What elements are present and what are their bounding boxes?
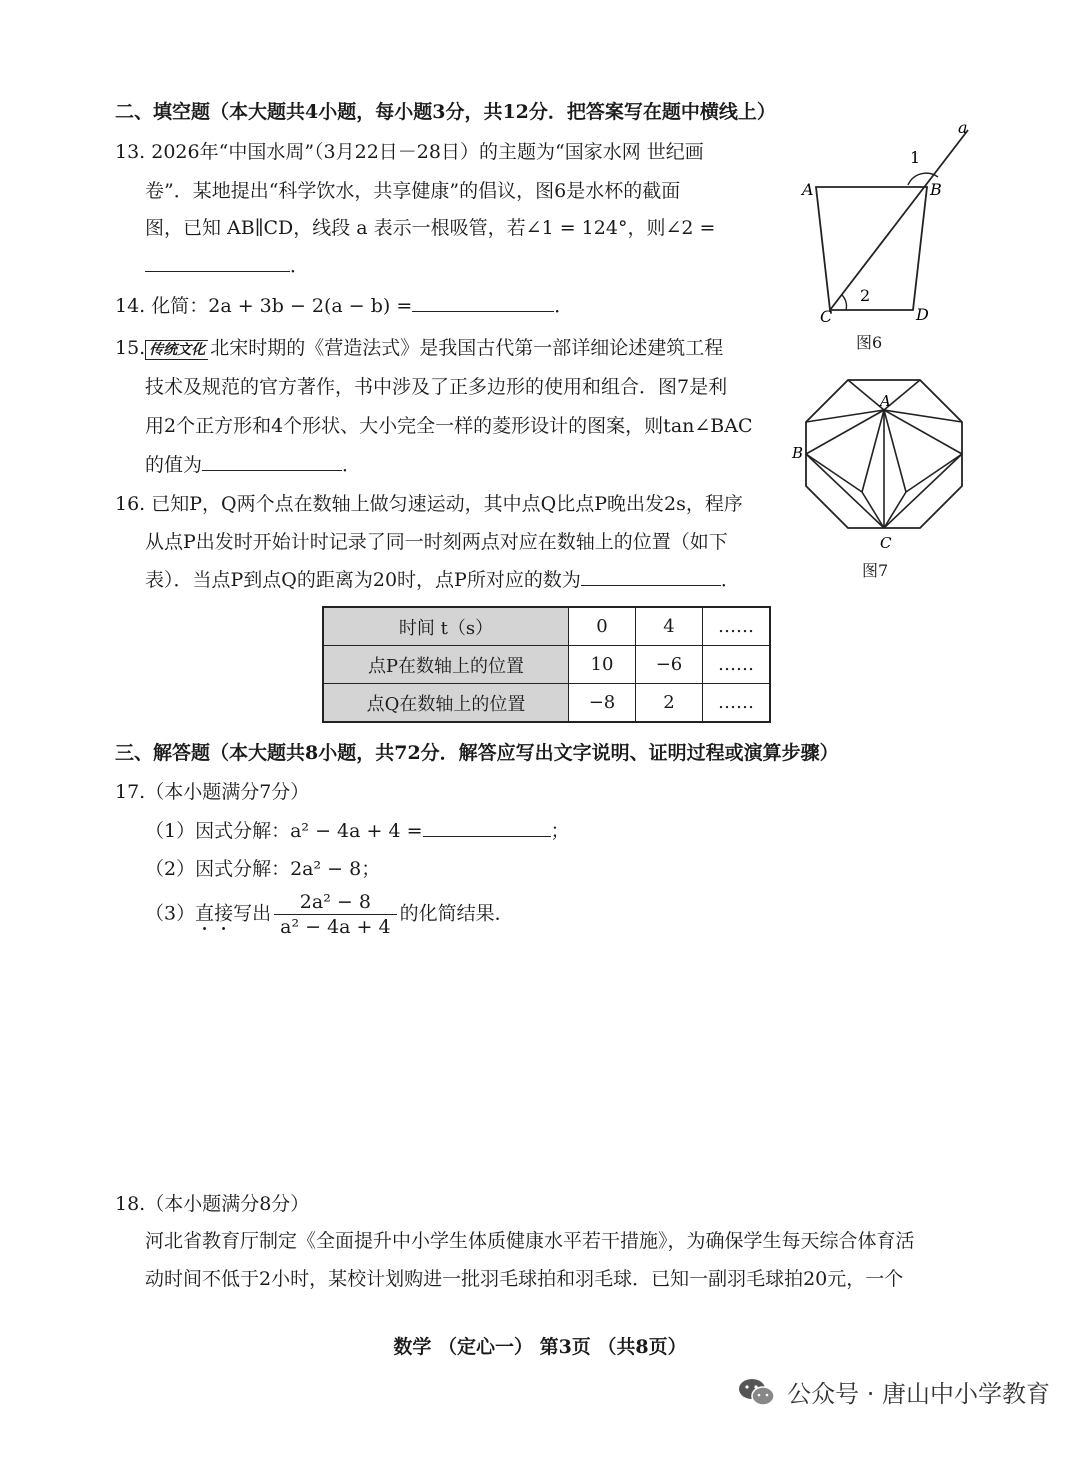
q16-line-1: 16. 已知P，Q两个点在数轴上做匀速运动，其中点Q比点P晚出发2s，程序: [115, 493, 743, 515]
q15-line-4-suffix: ．: [342, 454, 362, 476]
q13-answer-blank[interactable]: [145, 253, 290, 272]
q17-fraction-denominator: a² − 4a + 4: [280, 916, 391, 938]
q16-line-3: [145, 566, 740, 594]
label-angle-2: 2: [860, 286, 871, 305]
q14-line: [115, 292, 573, 320]
q13-line-1: 13. 2026年“中国水周”（3月22日－28日）的主题为“国家水网 世纪画: [115, 141, 704, 163]
q16-line-3-suffix: ．: [720, 569, 740, 591]
table-cell: 0: [569, 607, 636, 646]
q18-line-2: 动时间不低于2小时，某校计划购进一批羽毛球拍和羽毛球．已知一副羽毛球拍20元，一个: [145, 1268, 904, 1290]
table-cell: 10: [569, 646, 636, 684]
angle-2-arc: [842, 295, 846, 310]
q15-line-2: 技术及规范的官方著作，书中涉及了正多边形的使用和组合．图7是利: [145, 376, 728, 398]
table-row-label: 点Q在数轴上的位置: [323, 684, 569, 723]
table-row: [323, 646, 770, 684]
figure-7-caption: 图7: [862, 561, 889, 580]
q13-line-4: [145, 252, 309, 280]
table-row: [323, 684, 770, 723]
label-B: B: [792, 444, 804, 462]
table-row-label: 时间 t（s）: [323, 607, 569, 646]
q14-answer-blank[interactable]: [412, 293, 554, 312]
q17-part-1-blank[interactable]: [423, 818, 551, 837]
label-a: a: [958, 118, 968, 137]
q17-part-3: [145, 890, 514, 939]
label-D: D: [916, 305, 929, 324]
table-cell: ……: [703, 607, 771, 646]
q15-line-1-text: 北宋时期的《营造法式》是我国古代第一部详细论述建筑工程: [210, 337, 724, 359]
q17-part-3-mid: 写出: [233, 902, 272, 925]
section-3-heading: 三、解答题（本大题共8小题，共72分．解答应写出文字说明、证明过程或演算步骤）: [115, 742, 839, 764]
table-cell: 4: [636, 607, 703, 646]
q17-part-1-prefix: （1）因式分解：a² − 4a + 4 =: [145, 820, 423, 842]
table-cell: −8: [569, 684, 636, 723]
q18-line-1: 河北省教育厅制定《全面提升中小学生体质健康水平若干措施》，为确保学生每天综合体育活: [145, 1230, 915, 1252]
watermark: [737, 1374, 1050, 1409]
table-row-label: 点P在数轴上的位置: [323, 646, 569, 684]
q17-part-3-prefix: （3）: [145, 902, 196, 925]
label-A: A: [880, 392, 891, 410]
q15-line-3: 用2个正方形和4个形状、大小完全一样的菱形设计的图案，则tan∠BAC: [145, 415, 753, 437]
label-C: C: [880, 534, 892, 550]
q15-line-4: [145, 451, 361, 479]
table-cell: −6: [636, 646, 703, 684]
q16-line-3-prefix: 表）．当点P到点Q的距离为20时，点P所对应的数为: [145, 569, 581, 591]
q14-prefix: 14. 化简：2a + 3b − 2(a − b) =: [115, 295, 413, 317]
figure-6-caption: 图6: [856, 333, 883, 352]
label-A: A: [802, 180, 814, 199]
q14-suffix: ．: [554, 295, 574, 317]
q16-position-table: [322, 606, 771, 723]
q15-line-1: [115, 334, 723, 362]
label-B: B: [930, 180, 942, 199]
wechat-icon: [737, 1376, 777, 1408]
watermark-text: 公众号 · 唐山中小学教育: [787, 1380, 1050, 1408]
q18-title: 18.（本小题满分8分）: [115, 1193, 310, 1215]
q13-line-3: 图，已知 AB∥CD，线段 a 表示一根吸管，若∠1 = 124°，则∠2 =: [145, 217, 716, 239]
q15-answer-blank[interactable]: [202, 452, 342, 471]
table-cell: ……: [703, 684, 771, 723]
q15-line-4-prefix: 的值为: [145, 454, 203, 476]
q15-culture-tag: 传统文化: [145, 340, 208, 360]
q17-part-1-suffix: ；: [550, 820, 570, 842]
q17-title: 17.（本小题满分7分）: [115, 781, 310, 803]
figure-6-diagram: [790, 115, 990, 330]
q17-part-1: [145, 817, 570, 845]
q13-line-4-end: ．: [290, 255, 310, 277]
q17-part-3-suffix: 的化简结果．: [399, 902, 514, 925]
q17-part-3-emphasis: 直接: [195, 902, 234, 925]
q17-fraction-numerator: 2a² − 8: [274, 890, 396, 915]
figure-7-diagram: [790, 370, 975, 550]
straw-line-a: [830, 130, 968, 310]
table-cell: ……: [703, 646, 771, 684]
label-C: C: [820, 307, 833, 326]
page-footer: 数学 （定心一） 第3页 （共8页）: [393, 1336, 687, 1358]
q17-part-2: （2）因式分解：2a² − 8；: [145, 858, 381, 880]
table-cell: 2: [636, 684, 703, 723]
q15-number: 15.: [115, 337, 146, 359]
table-row: [323, 607, 770, 646]
q16-line-2: 从点P出发时开始计时记录了同一时刻两点对应在数轴上的位置（如下: [145, 531, 728, 553]
q17-fraction: [274, 890, 396, 939]
section-2-heading: 二、填空题（本大题共4小题，每小题3分，共12分．把答案写在题中横线上）: [115, 101, 776, 123]
label-angle-1: 1: [910, 148, 921, 167]
q16-answer-blank[interactable]: [581, 567, 721, 586]
q13-line-2: 卷”．某地提出“科学饮水，共享健康”的倡议，图6是水杯的截面: [145, 180, 681, 202]
